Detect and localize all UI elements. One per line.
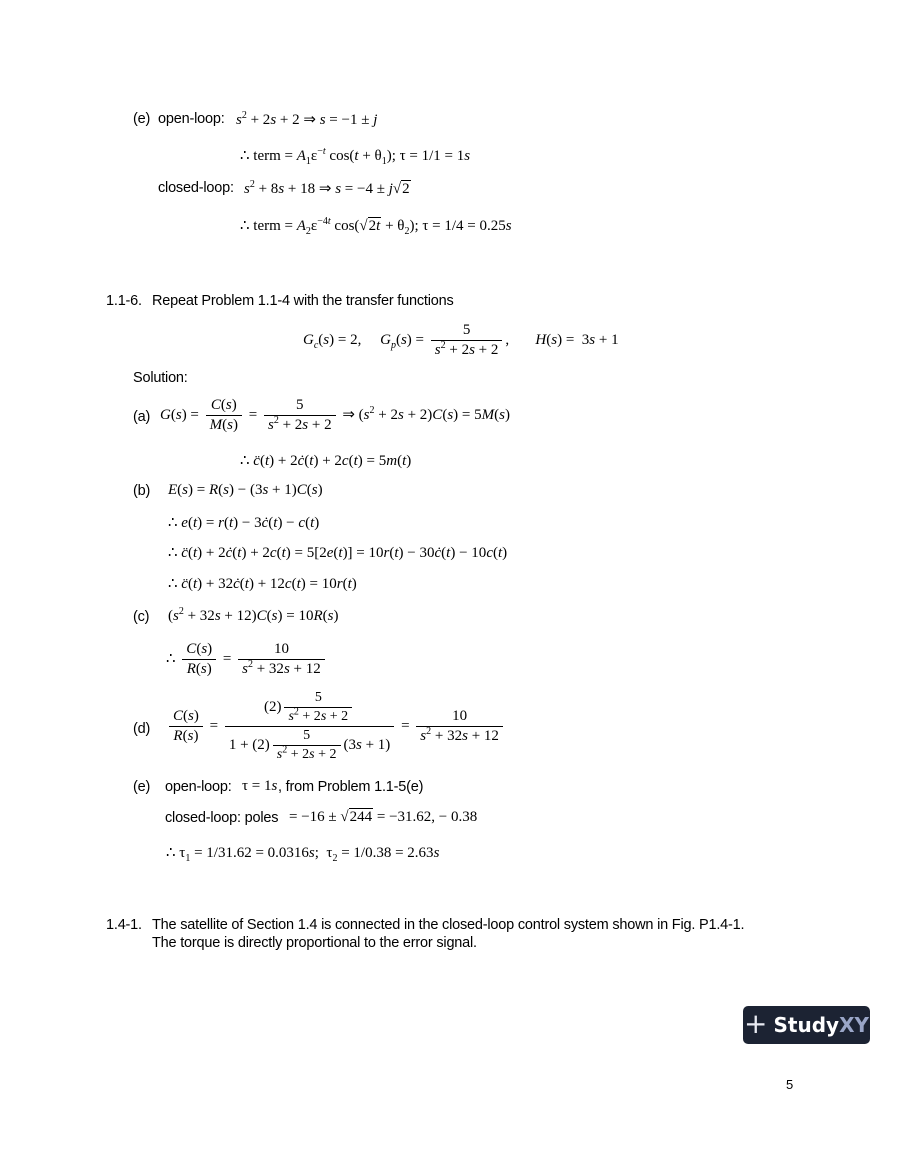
- prev-closed-loop-label: closed-loop:: [158, 180, 234, 196]
- solution-label: Solution:: [133, 370, 188, 386]
- part-e-closed-label: closed-loop: poles: [165, 810, 279, 826]
- part-b-eq2: ∴ e(t) = r(t) − 3ċ(t) − c(t): [168, 515, 320, 531]
- part-e-open-ref: , from Problem 1.1-5(e): [278, 779, 424, 795]
- part-a-eq: G(s) = $\frac{C(s)}{M(s)}$ = $\frac{5}{s^2 + 2s + 2}$ ⇒ $(s^2 + 2s + 2)C(s) = 5M(s)$: [160, 397, 510, 434]
- plus-icon: +: [744, 1006, 768, 1040]
- prev-closed-term: ∴ term = $A_2\varepsilon^{-4t}$ $\cos(√2t + \theta_2)$; τ = 1/4 = 0.25s: [240, 216, 512, 237]
- problem-116-number: 1.1-6.: [106, 293, 142, 309]
- prev-e-label: (e): [133, 111, 151, 127]
- part-e-open-label: open-loop:: [165, 779, 232, 795]
- prev-open-loop-label: open-loop:: [158, 111, 225, 127]
- part-c-eq2: ∴ $\frac{C(s)}{R(s)}$ = $\frac{10}{s^2 + 32s + 12}$: [166, 641, 328, 679]
- part-b-eq3: ∴ c̈(t) + 2ċ(t) + 2c(t) = 5[2e(t)] = 10r(t) − 30ċ(t) − 10c(t): [168, 545, 508, 561]
- logo-text: StudyXY: [773, 1013, 869, 1037]
- part-e-open-eq: τ = 1s: [242, 778, 278, 794]
- part-e-tau: ∴ $\tau_1 = 1/31.62 = 0.0316s$; $\tau_2 = 1/0.38 = 2.63s$: [166, 845, 440, 864]
- part-e-label: (e): [133, 779, 151, 795]
- problem-141-number: 1.4-1.: [106, 917, 142, 933]
- part-d-label: (d): [133, 721, 151, 737]
- studyxy-logo: [743, 1006, 870, 1044]
- part-d-eq: $\frac{C(s)}{R(s)}$ = (2) $\frac{5}{s^2 + 2s + 2}$ 1 + (2) $\frac{5}{s^2 + 2s + 2}$ (3s + 1) = $\frac{10}{s^2 + 32s + 12}$: [166, 690, 506, 763]
- part-b-eq4: ∴ c̈(t) + 32ċ(t) + 12c(t) = 10r(t): [168, 576, 357, 592]
- page-number: 5: [786, 1077, 794, 1092]
- part-e-closed-eq: = −16 ± √244 = −31.62, − 0.38: [289, 809, 478, 825]
- problem-116-statement: Repeat Problem 1.1-4 with the transfer functions: [152, 293, 454, 309]
- part-b-eq1: E(s) = R(s) − (3s + 1)C(s): [168, 482, 323, 498]
- prev-open-loop-eq: $s^2 + 2s + 2$ ⇒ s = −1 ± j: [236, 110, 378, 128]
- problem-141-line2: The torque is directly proportional to the error signal.: [152, 935, 477, 951]
- part-b-label: (b): [133, 483, 151, 499]
- prev-open-term: ∴ term = $A_1\varepsilon^{-t}$ $\cos(t + \theta_1)$; τ = 1/1 = 1s: [240, 146, 471, 167]
- problem-116-transfer-functions: $G_c(s) = 2$, $G_p(s)$ = $\frac{5}{s^2 + 2s + 2}$ , H(s) = 3s + 1: [303, 322, 619, 359]
- part-a-result: ∴ c̈(t) + 2ċ(t) + 2c(t) = 5m(t): [240, 453, 412, 469]
- prev-closed-loop-eq: $s^2 + 8s + 18$ ⇒ s = −4 ± j√2: [244, 179, 410, 197]
- part-c-eq1: $(s^2 + 32s + 12)C(s) = 10R(s)$: [168, 606, 339, 624]
- part-c-label: (c): [133, 609, 150, 625]
- part-a-label: (a): [133, 409, 151, 425]
- problem-141-line1: The satellite of Section 1.4 is connected in the closed-loop control system shown in Fig. P1.4-1.: [152, 917, 745, 933]
